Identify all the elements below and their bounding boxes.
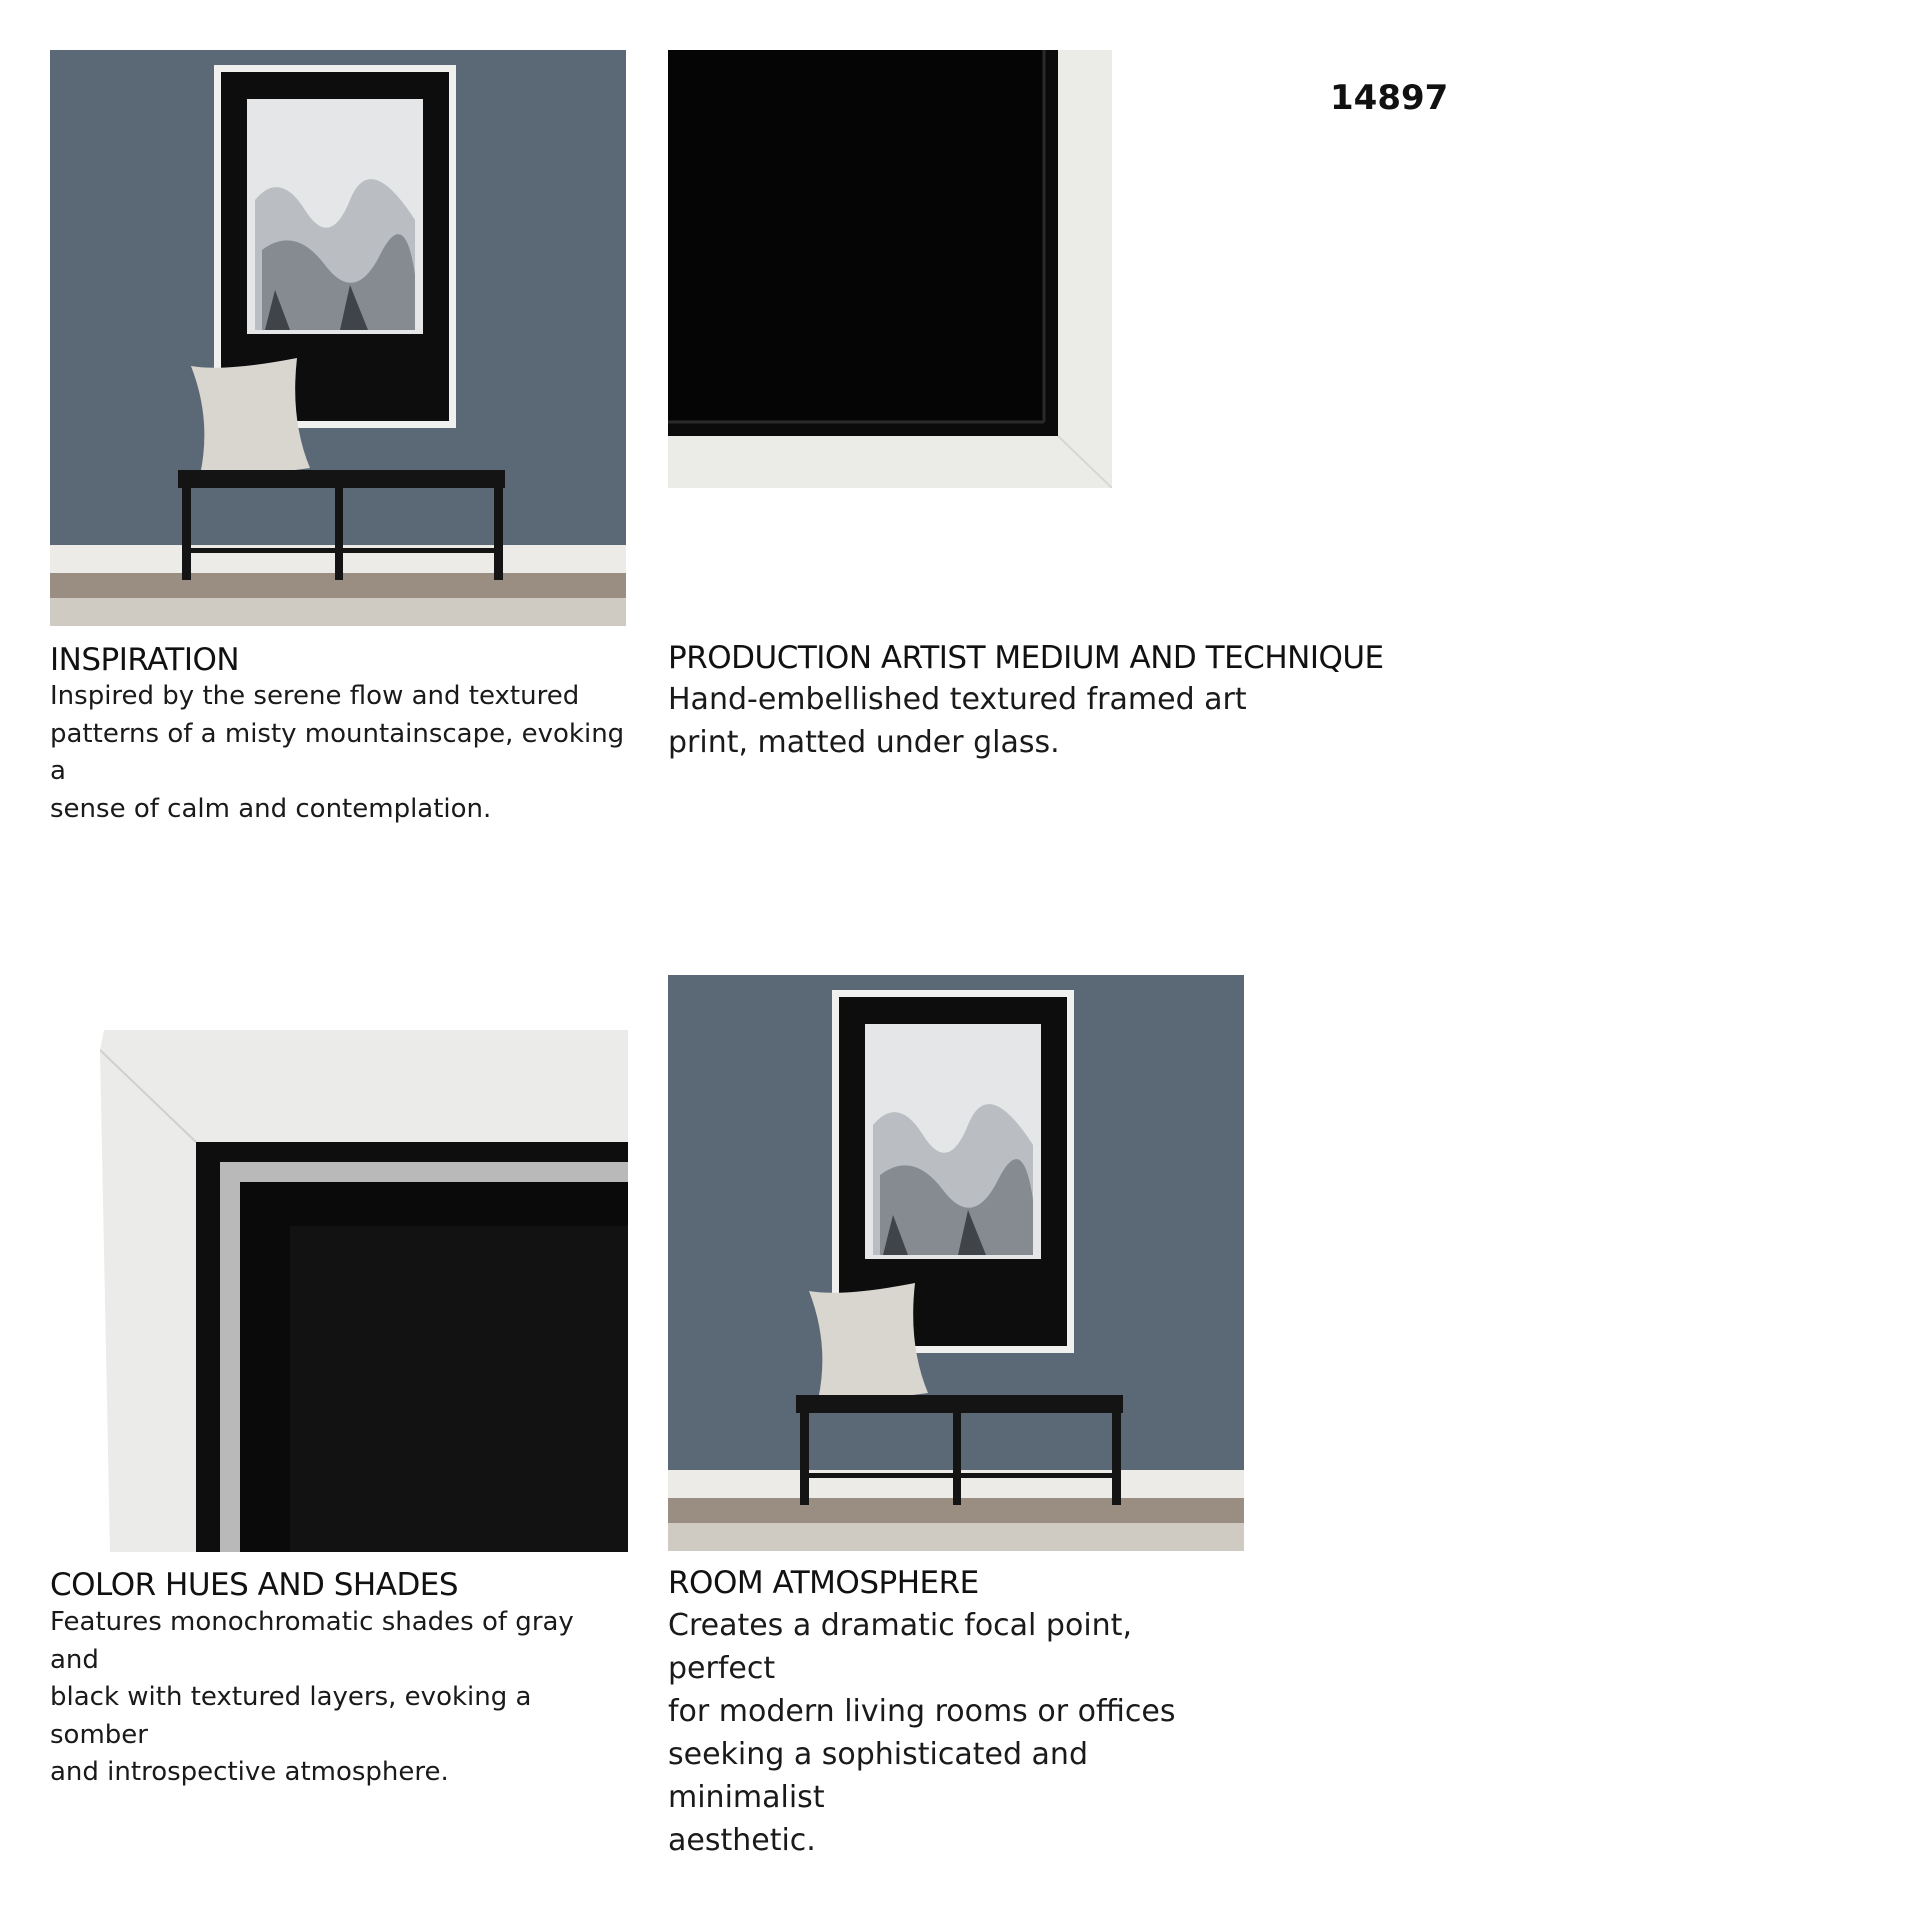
color-hues-text [50,1604,626,1792]
color-hues-heading: COLOR HUES AND SHADES [50,1567,459,1603]
inspiration-line: Inspired by the serene flow and textured [50,681,580,711]
room-scene-photo [50,50,626,626]
room-atmosphere-illustration [668,975,1244,1551]
inspiration-line: sense of calm and contemplation. [50,793,492,824]
room-scene-illustration [50,50,626,626]
inspiration-text [50,678,626,828]
room-atmosphere-text [668,1604,1248,1862]
room-atmosphere-line: for modern living rooms or offices [668,1694,1176,1729]
room-atmosphere-line: seeking a sophisticated and minimalist [668,1737,1088,1815]
production-heading: PRODUCTION ARTIST MEDIUM AND TECHNIQUE [668,640,1384,676]
room-atmosphere-heading: ROOM ATMOSPHERE [668,1565,979,1601]
production-text [668,678,1248,764]
production-line: Hand-embellished textured framed art [668,682,1247,717]
color-hues-line: and introspective atmosphere. [50,1757,449,1787]
production-line: print, matted under glass. [668,725,1060,760]
product-sku: 14897 [1330,78,1449,118]
color-hues-line: black with textured layers, evoking a somber [50,1682,532,1750]
frame-corner-illustration [668,50,1112,488]
texture-corner-illustration [100,1030,628,1552]
room-atmosphere-line: aesthetic. [668,1823,816,1858]
inspiration-line: patterns of a misty mountainscape, evoking a [50,718,625,786]
inspiration-heading: INSPIRATION [50,642,240,678]
color-hues-line: Features monochromatic shades of gray and [50,1607,574,1675]
room-atmosphere-photo [668,975,1244,1551]
room-atmosphere-line: Creates a dramatic focal point, perfect [668,1608,1132,1686]
texture-corner-photo [100,1030,628,1552]
frame-corner-photo [668,50,1112,488]
